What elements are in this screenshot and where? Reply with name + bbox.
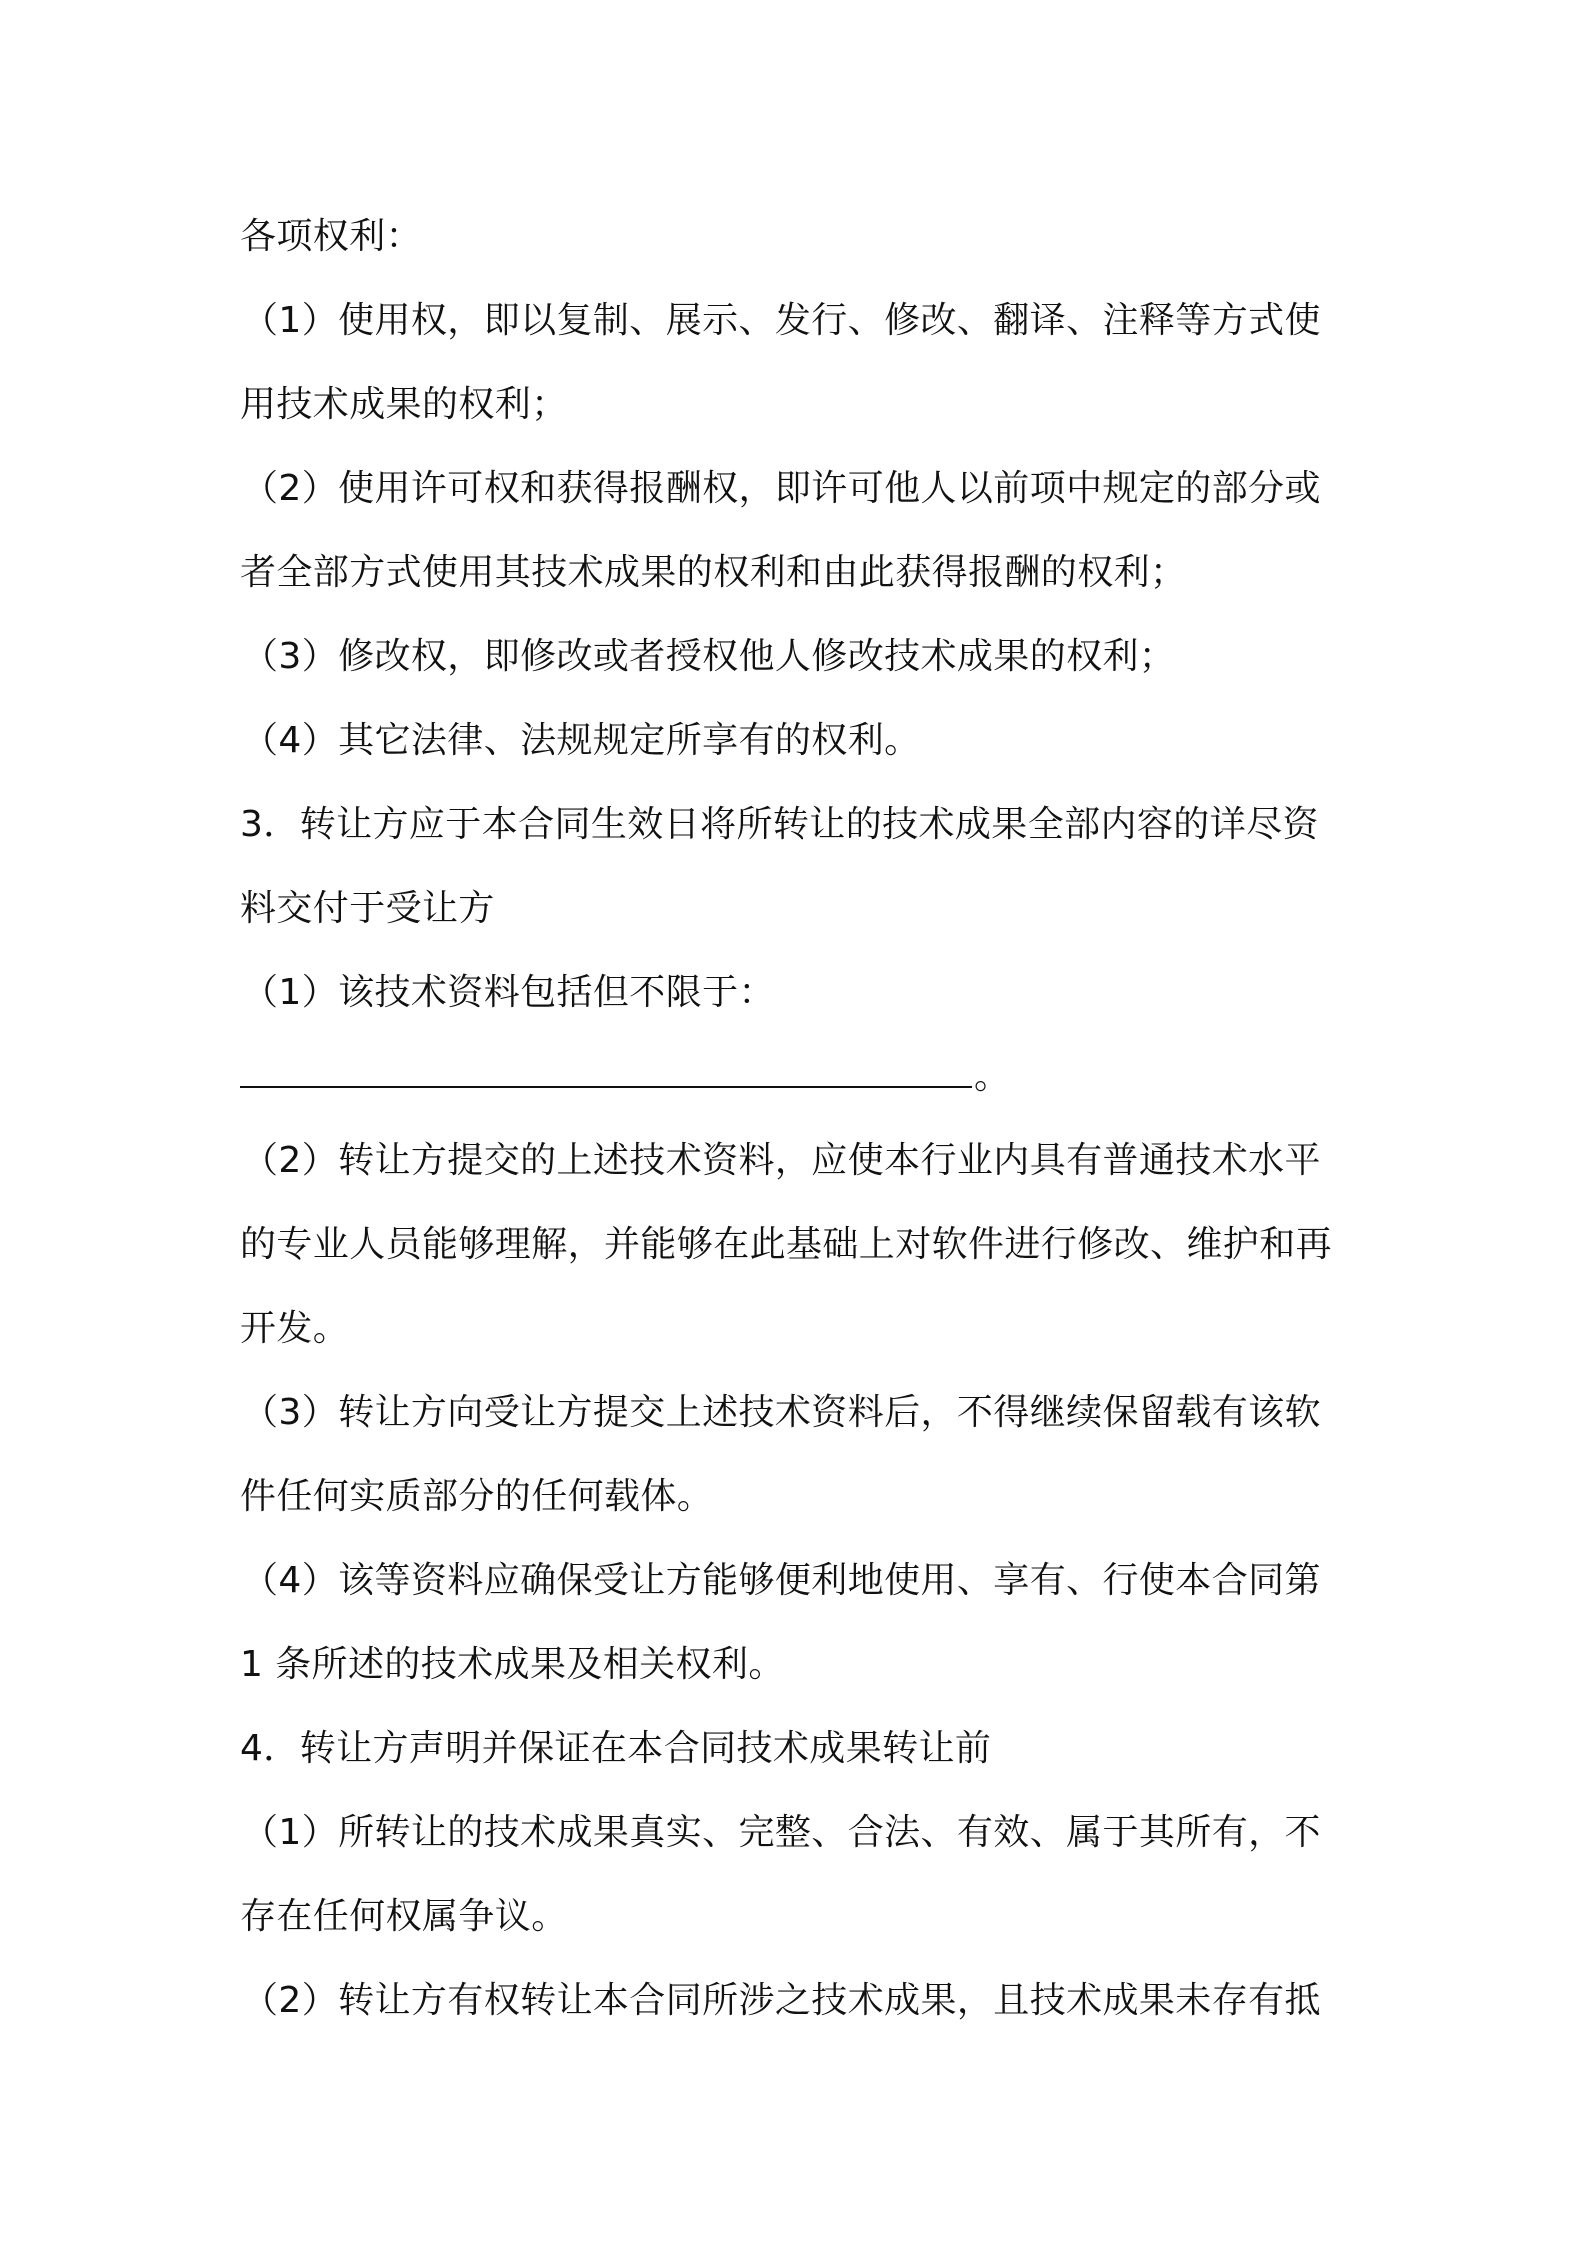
- text-line-1: 各项权利：: [240, 216, 423, 257]
- text-line-16: 件任何实质部分的任何载体。: [240, 1476, 714, 1517]
- text-line-13: 的专业人员能够理解，并能够在此基础上对软件进行修改、维护和再: [240, 1224, 1333, 1265]
- text-line-12: （2）转让方提交的上述技术资料，应使本行业内具有普通技术水平: [242, 1140, 1321, 1181]
- text-line-17: （4）该等资料应确保受让方能够便利地使用、享有、行使本合同第: [242, 1560, 1321, 1601]
- text-line-2: （1）使用权，即以复制、展示、发行、修改、翻译、注释等方式使: [242, 300, 1321, 341]
- text-line-21: 存在任何权属争议。: [240, 1896, 568, 1937]
- fill-in-blank-underline: [240, 1040, 972, 1088]
- text-line-5: 者全部方式使用其技术成果的权利和由此获得报酬的权利；: [240, 552, 1187, 593]
- text-line-9: 料交付于受让方: [240, 888, 495, 929]
- text-line-22: （2）转让方有权转让本合同所涉之技术成果，且技术成果未存有抵: [242, 1980, 1321, 2021]
- text-line-20: （1）所转让的技术成果真实、完整、合法、有效、属于其所有，不: [242, 1812, 1321, 1853]
- text-line-8: 3．转让方应于本合同生效日将所转让的技术成果全部内容的详尽资: [240, 804, 1319, 845]
- text-line-3: 用技术成果的权利；: [240, 384, 568, 425]
- text-line-15: （3）转让方向受让方提交上述技术资料后，不得继续保留载有该软: [242, 1392, 1321, 1433]
- text-line-18: 1 条所述的技术成果及相关权利。: [240, 1644, 785, 1685]
- text-line-7: （4）其它法律、法规规定所享有的权利。: [242, 720, 921, 761]
- text-line-4: （2）使用许可权和获得报酬权，即许可他人以前项中规定的部分或: [242, 468, 1321, 509]
- document-body: [240, 195, 1360, 2043]
- text-line-14: 开发。: [240, 1308, 350, 1349]
- text-line-19: 4．转让方声明并保证在本合同技术成果转让前: [240, 1728, 992, 1769]
- text-line-10: （1）该技术资料包括但不限于：: [242, 972, 775, 1013]
- text-line-6: （3）修改权，即修改或者授权他人修改技术成果的权利；: [242, 636, 1176, 677]
- fill-in-blank-line: [240, 1035, 1360, 1119]
- blank-line-period: 。: [974, 1056, 1011, 1097]
